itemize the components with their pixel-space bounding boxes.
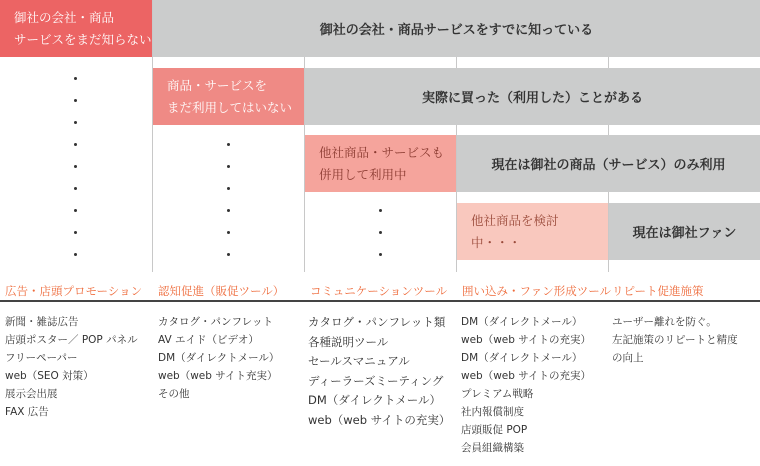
state-fan [609,203,760,260]
list-item: 店頭ポスター／ POP パネル [5,334,138,346]
dot [74,187,77,190]
list-item: 新聞・雑誌広告 [5,316,79,328]
list-advertising [5,313,138,421]
list-item: web（web サイトの充実） [461,370,592,382]
list-item: web（web サイト充実） [158,370,278,382]
list-item: web（SEO 対策） [5,370,94,382]
dot [379,253,382,256]
dot [74,143,77,146]
dot [74,77,77,80]
list-item: DM（ダイレクトメール） [308,393,441,407]
list-item: 店頭販促 POP [461,424,528,436]
stage-not-yet-used-line1: 商品・サービスを [167,77,268,93]
dot [379,231,382,234]
stage-unaware-line2: サービスをまだ知らない [14,31,152,47]
list-item: 左記施策のリピートと精度 [612,334,738,346]
header-awareness: 認知促進（販促ツール） [158,284,285,298]
dot [227,165,230,168]
state-exclusive-user-label: 現在は御社の商品（サービス）のみ利用 [491,158,726,173]
dot [379,209,382,212]
stage-considering-competitors [457,203,608,260]
continuation-dots-col2 [153,0,304,272]
list-repeat [612,313,738,367]
list-retention [461,313,591,457]
stage-using-competitors-line2: 併用して利用中 [319,166,407,182]
continuation-dots-col3 [305,0,456,272]
state-purchased-label: 実際に買った（利用した）ことがある [421,91,643,106]
list-item: 展示会出展 [5,388,58,400]
list-item: 各種説明ツール [308,334,389,349]
state-fan-label: 現在は御社ファン [632,226,737,241]
dot [227,143,230,146]
list-item: FAX 広告 [5,406,49,418]
continuation-dots-col1 [0,0,151,272]
stage-considering-competitors-label: 他社商品を検討中・・・ [471,212,559,250]
list-item: ディーラーズミーティング [308,373,444,388]
list-awareness [158,313,279,403]
dot [74,253,77,256]
list-item: AV エイド（ビデオ） [158,334,259,346]
header-divider [0,300,760,302]
dot [74,209,77,212]
stage-using-competitors-line1: 他社商品・サービスも [319,144,445,160]
dot [227,231,230,234]
list-item: web（web サイトの充実） [308,412,451,427]
list-item: カタログ・パンフレット [158,316,273,328]
dot [74,231,77,234]
state-exclusive-user [457,135,760,192]
list-item: web（web サイトの充実） [461,334,592,346]
header-advertising: 広告・店頭プロモーション [5,284,143,298]
list-item: その他 [158,388,190,400]
list-item: DM（ダイレクトメール） [461,316,583,328]
dot [74,121,77,124]
list-item: の向上 [612,352,644,364]
state-aware-label: 御社の会社・商品サービスをすでに知っている [319,23,594,38]
dot [227,209,230,212]
list-item: フリーペーパー [5,352,78,364]
dot [74,99,77,102]
dot [227,187,230,190]
stage-unaware-line1: 御社の会社・商品 [14,9,115,25]
header-retention: 囲い込み・ファン形成ツール [462,284,612,298]
list-item: DM（ダイレクトメール） [461,352,583,364]
stage-not-yet-used-line2: まだ利用してはいない [167,99,293,115]
list-item: ユーザー離れを防ぐ。 [612,316,717,328]
list-item: 社内報償制度 [461,406,524,418]
header-repeat: リピート促進施策 [612,284,704,298]
list-item: セールスマニュアル [308,354,410,368]
dot [74,165,77,168]
list-item: DM（ダイレクトメール） [158,352,280,364]
list-item: プレミアム戦略 [461,388,534,400]
dot [227,253,230,256]
list-item: カタログ・パンフレット類 [308,315,446,329]
header-communication: コミュニケーションツール [310,284,448,298]
list-communication [308,313,450,430]
list-item: 会員組織構築 [461,442,524,454]
